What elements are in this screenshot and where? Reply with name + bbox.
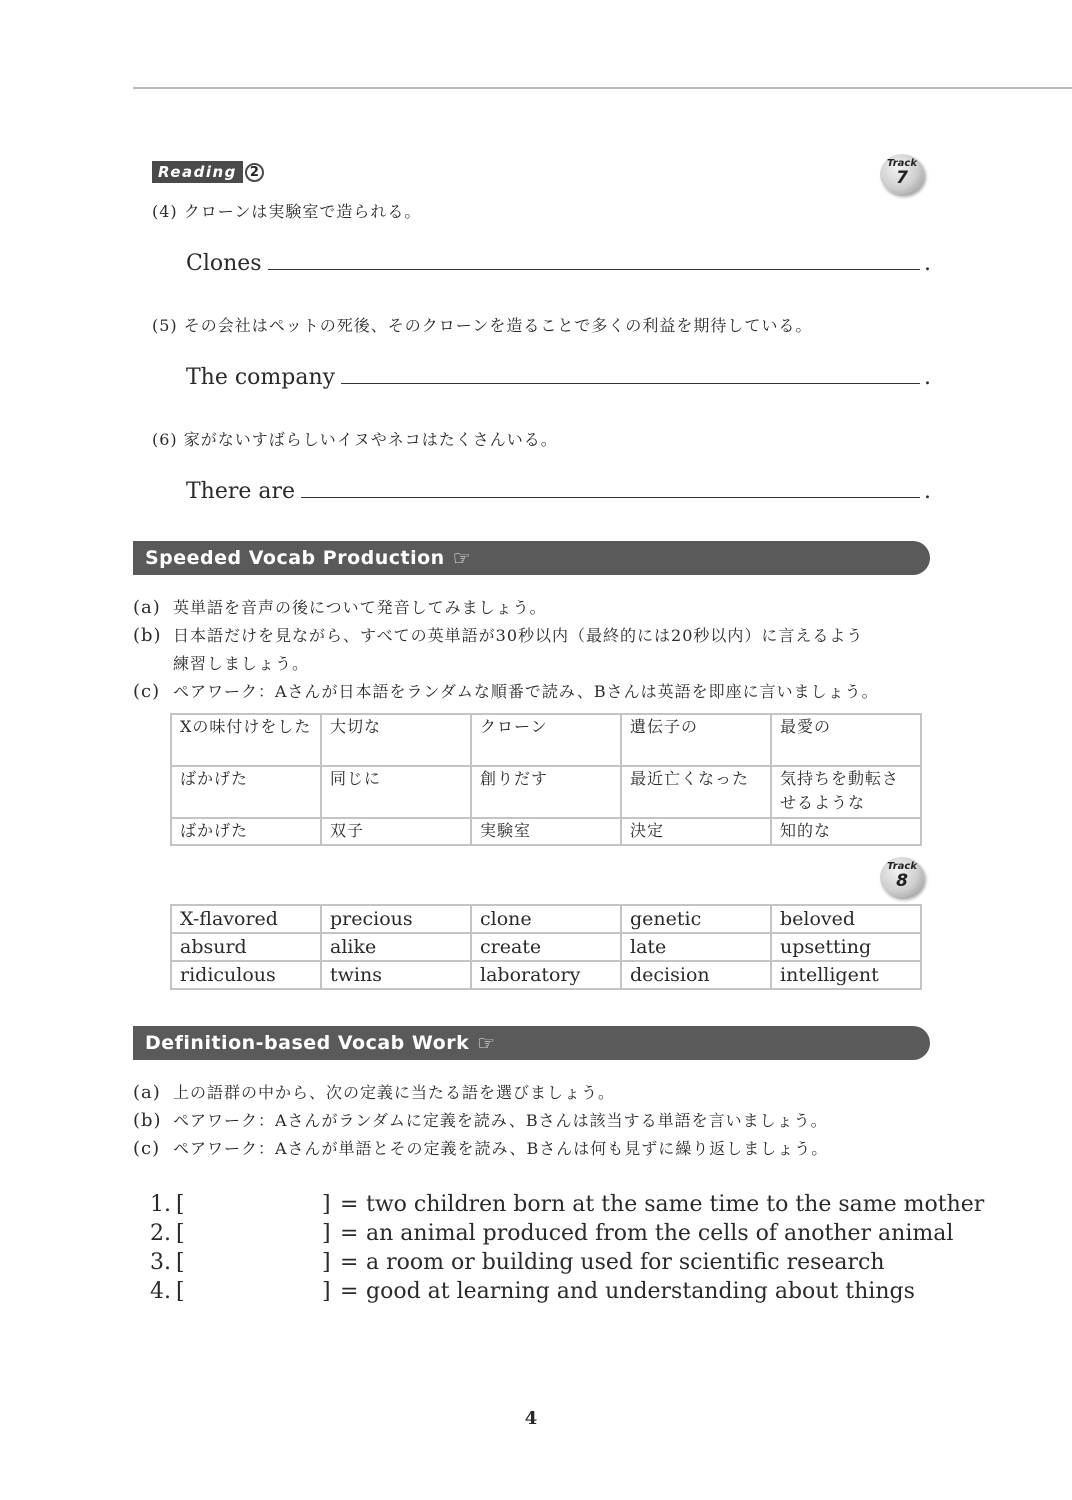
answer-lead: Clones <box>186 251 262 276</box>
translation-prompt-6: (6) 家がないすばらしいイヌやネコはたくさんいる。 <box>152 430 558 449</box>
pointing-hand-icon: ☞ <box>452 546 472 570</box>
table-cell: clone <box>471 905 621 933</box>
table-cell: 創りだす <box>471 766 621 818</box>
answer-end: . <box>924 251 931 276</box>
instruction-c: (c) ペアワーク：Aさんが日本語をランダムな順番で読み、Bさんは英語を即座に言いましょう。 <box>133 681 879 702</box>
equals-sign: = <box>340 1221 359 1246</box>
top-rule <box>133 87 1072 89</box>
answer-bracket[interactable]: [ <box>176 1250 185 1275</box>
table-cell: precious <box>321 905 471 933</box>
answer-line-5 <box>186 365 931 390</box>
table-cell: laboratory <box>471 961 621 989</box>
definition-item <box>150 1190 984 1219</box>
definition-text: two children born at the same time to the same mother <box>366 1192 985 1217</box>
answer-bracket[interactable]: [ <box>176 1279 185 1304</box>
bracket-close: ] <box>322 1221 331 1246</box>
equals-sign: = <box>340 1279 359 1304</box>
answer-bracket[interactable]: [ <box>176 1192 185 1217</box>
item-number: 3. <box>150 1250 171 1275</box>
reading-badge <box>152 161 264 183</box>
track-number: 8 <box>896 871 908 891</box>
reading-label: Reading <box>152 161 243 183</box>
pointing-hand-icon: ☞ <box>477 1031 496 1055</box>
reading-number: 2 <box>245 163 264 182</box>
section-title: Definition-based Vocab Work <box>145 1032 470 1054</box>
table-cell: 最近亡くなった <box>621 766 771 818</box>
definition-vocab-header <box>133 1026 930 1060</box>
table-cell: decision <box>621 961 771 989</box>
item-number: 1. <box>150 1192 171 1217</box>
track-7-audio-icon[interactable] <box>880 154 924 194</box>
definition-text: good at learning and understanding about things <box>366 1279 915 1304</box>
table-cell: 大切な <box>321 714 471 766</box>
table-cell: intelligent <box>771 961 921 989</box>
table-row <box>171 818 921 845</box>
table-cell: Xの味付けをした <box>171 714 321 766</box>
table-cell: X-flavored <box>171 905 321 933</box>
instruction-b: (b) ペアワーク：Aさんがランダムに定義を読み、Bさんは該当する単語を言いましょう。 <box>133 1110 828 1131</box>
table-cell: absurd <box>171 933 321 961</box>
definition-text: a room or building used for scientific research <box>366 1250 885 1275</box>
table-cell: 最愛の <box>771 714 921 766</box>
table-cell: ばかげた <box>171 766 321 818</box>
table-cell: create <box>471 933 621 961</box>
equals-sign: = <box>340 1250 359 1275</box>
table-cell: upsetting <box>771 933 921 961</box>
answer-lead: There are <box>186 479 296 504</box>
table-row <box>171 766 921 818</box>
instruction-b: (b) 日本語だけを見ながら、すべての英単語が30秒以内（最終的には20秒以内）に言えるよう 練習しましょう。 <box>133 625 864 673</box>
table-cell: 遺伝子の <box>621 714 771 766</box>
answer-lead: The company <box>186 365 336 390</box>
definition-instructions <box>133 1079 828 1163</box>
track-label: Track <box>887 861 917 872</box>
page-number: 4 <box>524 1408 538 1429</box>
translation-prompt-4: (4) クローンは実験室で造られる。 <box>152 202 422 221</box>
answer-blank[interactable] <box>341 382 920 384</box>
speeded-vocab-header <box>133 541 930 575</box>
table-cell: 実験室 <box>471 818 621 845</box>
track-8-audio-icon[interactable] <box>880 857 924 897</box>
table-cell: クローン <box>471 714 621 766</box>
table-cell: ばかげた <box>171 818 321 845</box>
table-cell: 気持ちを動転させるような <box>771 766 921 818</box>
table-row <box>171 714 921 766</box>
section-title: Speeded Vocab Production <box>145 547 445 569</box>
japanese-vocab-table <box>170 713 922 846</box>
equals-sign: = <box>340 1192 359 1217</box>
table-row <box>171 905 921 933</box>
answer-line-6 <box>186 479 931 504</box>
table-cell: 決定 <box>621 818 771 845</box>
instruction-a: (a) 英単語を音声の後について発音してみましょう。 <box>133 597 547 618</box>
speeded-instructions <box>133 594 879 706</box>
instruction-c: (c) ペアワーク：Aさんが単語とその定義を読み、Bさんは何も見ずに繰り返しましょう。 <box>133 1138 829 1159</box>
definition-item <box>150 1277 984 1306</box>
table-cell: twins <box>321 961 471 989</box>
definition-list <box>150 1190 984 1306</box>
definition-text: an animal produced from the cells of another animal <box>366 1221 954 1246</box>
item-number: 2. <box>150 1221 171 1246</box>
bracket-close: ] <box>322 1279 331 1304</box>
table-cell: ridiculous <box>171 961 321 989</box>
translation-prompt-5: (5) その会社はペットの死後、そのクローンを造ることで多くの利益を期待している。 <box>152 316 813 335</box>
table-cell: genetic <box>621 905 771 933</box>
definition-item <box>150 1219 984 1248</box>
answer-blank[interactable] <box>301 496 920 498</box>
track-label: Track <box>887 158 917 169</box>
table-row <box>171 961 921 989</box>
answer-line-4 <box>186 251 931 276</box>
instruction-a: (a) 上の語群の中から、次の定義に当たる語を選びましょう。 <box>133 1082 616 1103</box>
table-cell: alike <box>321 933 471 961</box>
answer-blank[interactable] <box>268 268 920 270</box>
table-cell: beloved <box>771 905 921 933</box>
table-cell: 双子 <box>321 818 471 845</box>
definition-item <box>150 1248 984 1277</box>
bracket-close: ] <box>322 1250 331 1275</box>
table-cell: 知的な <box>771 818 921 845</box>
item-number: 4. <box>150 1279 171 1304</box>
table-row <box>171 933 921 961</box>
answer-end: . <box>924 365 931 390</box>
answer-end: . <box>924 479 931 504</box>
bracket-close: ] <box>322 1192 331 1217</box>
english-vocab-table <box>170 904 922 990</box>
table-cell: 同じに <box>321 766 471 818</box>
answer-bracket[interactable]: [ <box>176 1221 185 1246</box>
track-number: 7 <box>896 168 908 188</box>
table-cell: late <box>621 933 771 961</box>
